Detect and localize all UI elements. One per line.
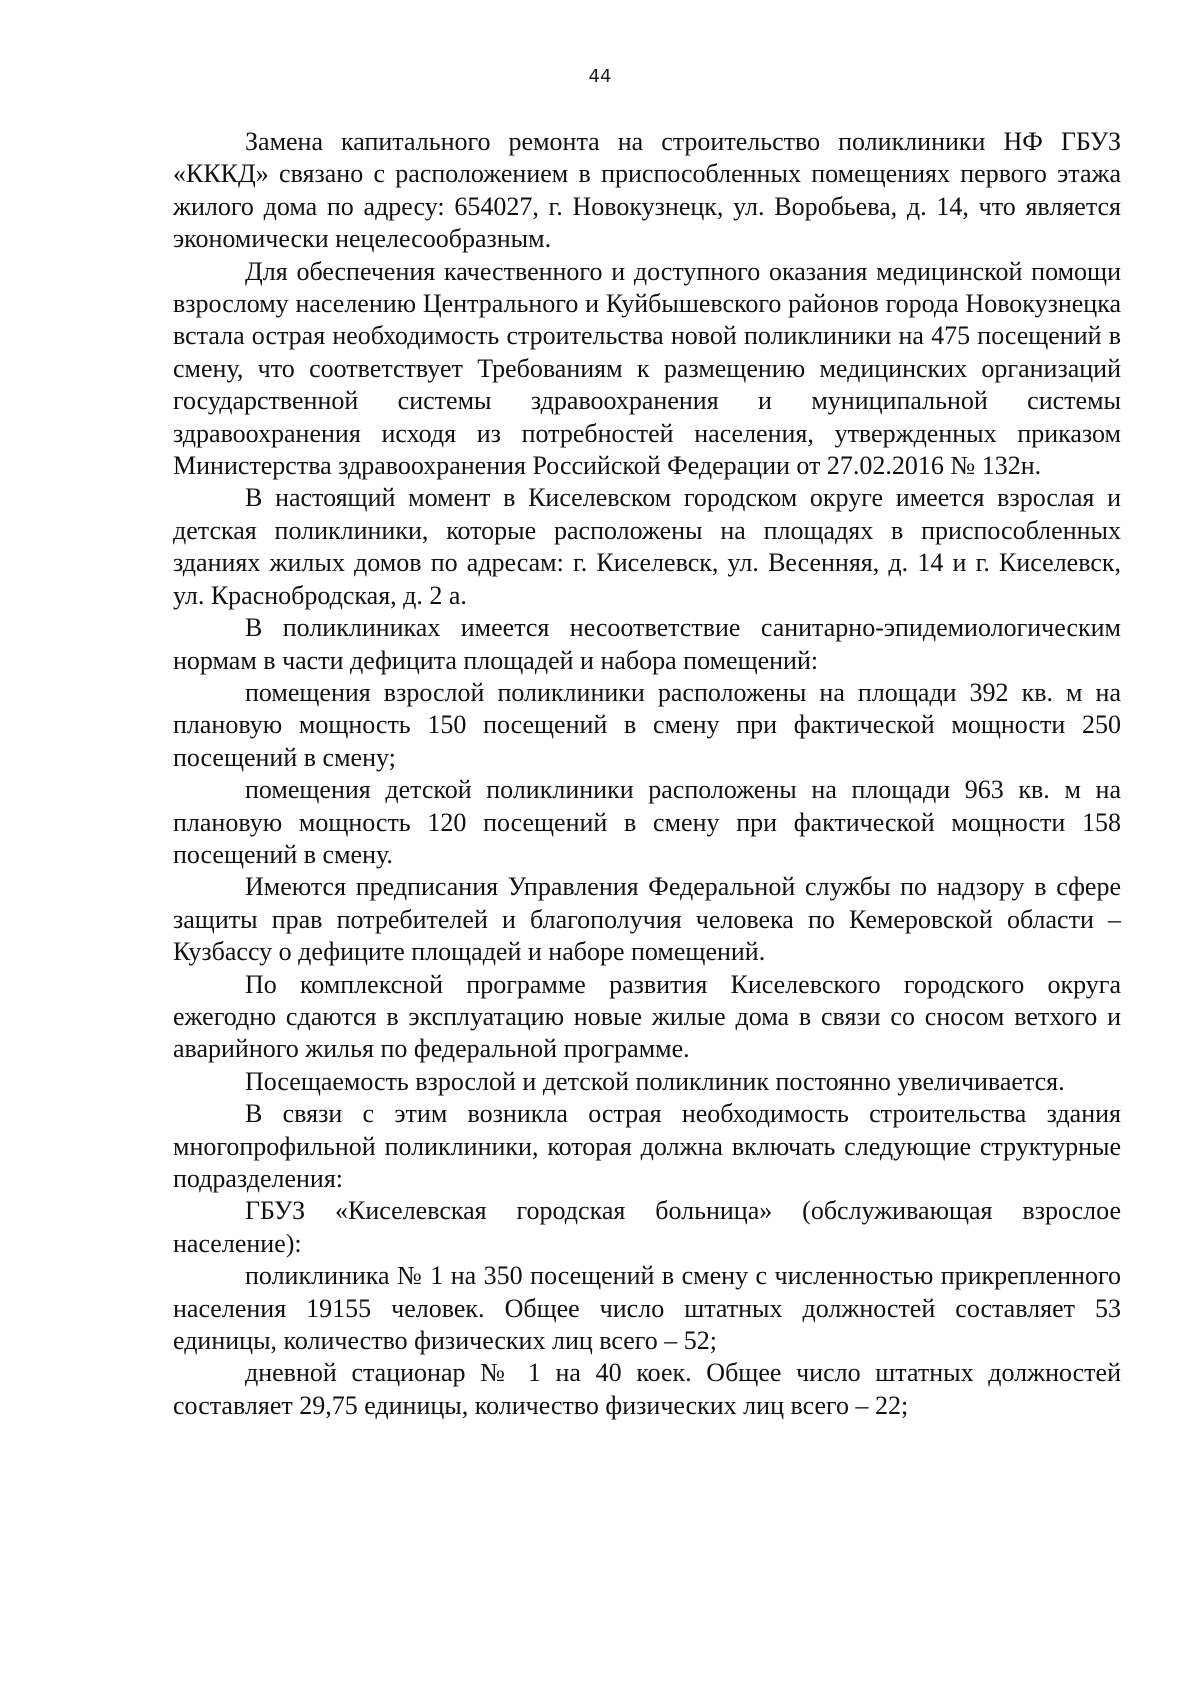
page-number: 44	[588, 66, 612, 87]
paragraph-adult-polyclinic-area: помещения взрослой поликлиники расположены на площади 392 кв. м на плановую мощность 150 посещений в смену при фактической мощности 250 посещений в смену;	[173, 677, 1121, 772]
paragraph-polyclinic-1: поликлиника № 1 на 350 посещений в смену с численностью прикрепленного населения 19155 человек. Общее число штатных должностей составляет 53 единицы, количество физических лиц всего – 52;	[173, 1261, 1121, 1356]
paragraph-novokuznetsk-polyclinic: Для обеспечения качественного и доступного оказания медицинской помощи взрослому населению Центрального и Куйбышевского районов города Новокузнецка встала острая необходимость строительства новой поликлиники на 475 посещений в смену, что соответствует Требованиям к размещению медицинских организаций государственной системы здравоохранения и муниципальной системы здравоохранения исходя из потребностей населения, утвержденных приказом Министерства здравоохранения Российской Федерации от 27.02.2016 № 132н.	[173, 256, 1121, 481]
paragraph-hospital-name: ГБУЗ «Киселевская городская больница» (обслуживающая взрослое население):	[173, 1196, 1121, 1258]
paragraph-construction-need: В связи с этим возникла острая необходимость строительства здания многопрофильной поликлиники, которая должна включать следующие структурные подразделения:	[173, 1099, 1121, 1193]
paragraph-development-program: По комплексной программе развития Киселевского городского округа ежегодно сдаются в эксплуатацию новые жилые дома в связи со сносом ветхого и аварийного жилья по федеральной программе.	[173, 969, 1121, 1064]
paragraph-day-hospital-1: дневной стационар № 1 на 40 коек. Общее число штатных должностей составляет 29,75 единицы, количество физических лиц всего – 22;	[173, 1358, 1121, 1420]
paragraph-replacement-reason: Замена капитального ремонта на строительство поликлиники НФ ГБУЗ «КККД» связано с расположением в приспособленных помещениях первого этажа жилого дома по адресу: 654027, г. Новокузнецк, ул. Воробьева, д. 14, что является экономически нецелесообразным.	[173, 127, 1121, 254]
paragraph-kiselevsk-current-state: В настоящий момент в Киселевском городском округе имеется взрослая и детская поликлиники, которые расположены на площадях в приспособленных зданиях жилых домов по адресам: г. Киселевск, ул. Весенняя, д. 14 и г. Киселевск, ул. Краснобродская, д. 2 а.	[173, 483, 1121, 610]
paragraph-sanitary-noncompliance: В поликлиниках имеется несоответствие санитарно-эпидемиологическим нормам в части дефицита площадей и набора помещений:	[173, 613, 1121, 675]
paragraph-rospotrebnadzor-orders: Имеются предписания Управления Федеральной службы по надзору в сфере защиты прав потребителей и благополучия человека по Кемеровской области – Кузбассу о дефиците площадей и наборе помещений.	[173, 872, 1121, 967]
paragraph-children-polyclinic-area: помещения детской поликлиники расположены на площади 963 кв. м на плановую мощность 120 посещений в смену при фактической мощности 158 посещений в смену.	[173, 775, 1121, 869]
paragraph-attendance-growth: Посещаемость взрослой и детской поликлиник постоянно увеличивается.	[245, 1066, 1065, 1096]
document-body	[173, 126, 1121, 1422]
